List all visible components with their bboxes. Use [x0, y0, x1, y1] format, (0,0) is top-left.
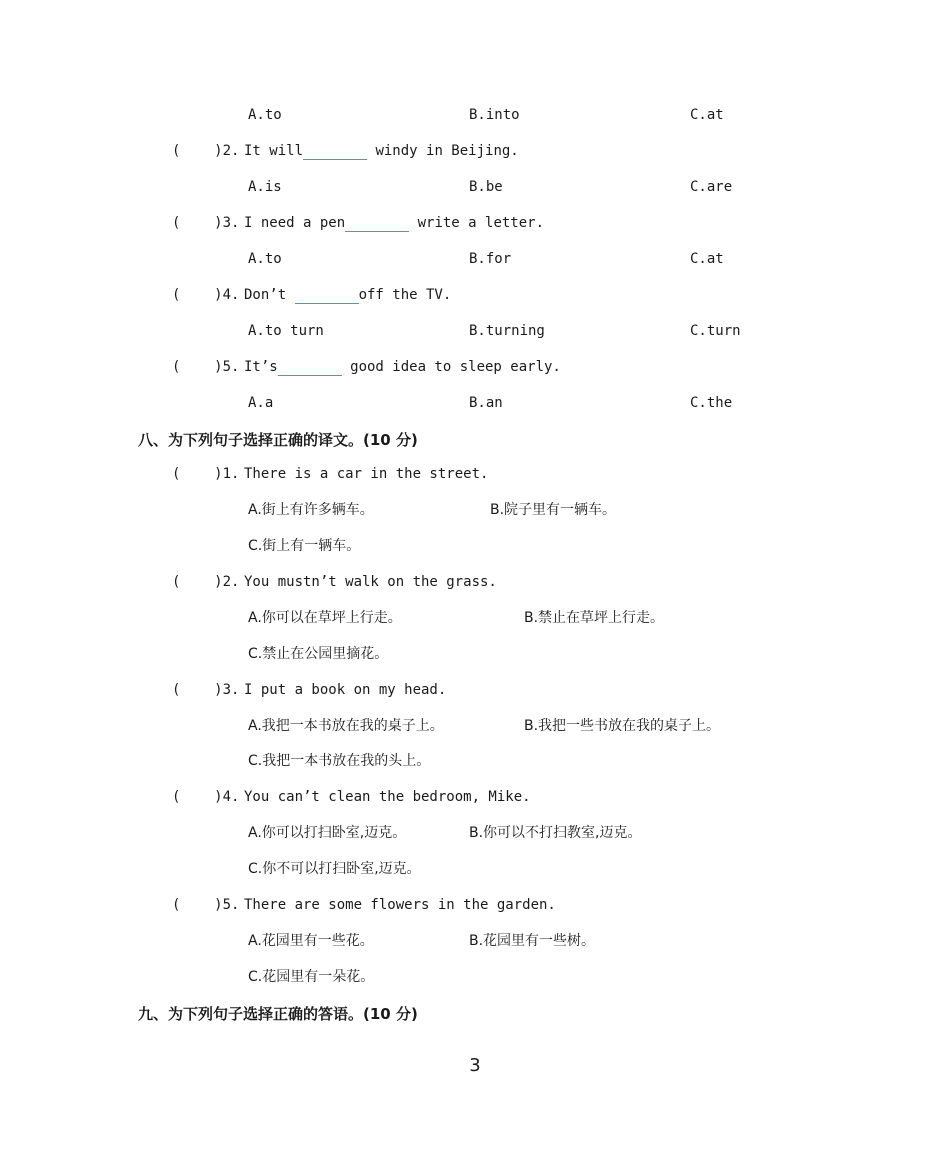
answer-paren: ( )3. [172, 682, 240, 698]
option-c: C.the [690, 395, 733, 411]
question-text: You can’t clean the bedroom, Mike. [244, 789, 531, 805]
option-a: A.你可以打扫卧室,迈克。 [248, 825, 407, 841]
answer-paren: ( )5. [172, 359, 240, 375]
question-text [244, 142, 519, 160]
option-c: C.你不可以打扫卧室,迈克。 [248, 861, 421, 877]
option-b: B.be [469, 179, 503, 195]
option-b: B.院子里有一辆车。 [490, 502, 617, 518]
option-b: B.into [469, 107, 520, 123]
answer-paren: ( )2. [172, 143, 240, 159]
option-b: B.我把一些书放在我的桌子上。 [524, 718, 721, 734]
page-number: 3 [469, 1055, 481, 1076]
option-c: C.我把一本书放在我的头上。 [248, 753, 431, 769]
option-c: C.at [690, 107, 724, 123]
answer-blank [345, 217, 409, 232]
option-a: A.花园里有一些花。 [248, 933, 374, 949]
option-c: C.are [690, 179, 733, 195]
option-c: C.at [690, 251, 724, 267]
section-9-heading: 九、为下列句子选择正确的答语。(10 分) [138, 1005, 418, 1023]
option-a: A.is [248, 179, 282, 195]
option-a: A.to [248, 251, 282, 267]
option-a: A.to [248, 107, 282, 123]
answer-blank [295, 289, 359, 304]
option-c: C.花园里有一朵花。 [248, 969, 375, 985]
option-b: B.for [469, 251, 512, 267]
answer-paren: ( )4. [172, 287, 240, 303]
question-text-post: windy in Beijing. [367, 143, 519, 159]
option-b: B.an [469, 395, 503, 411]
question-text: There is a car in the street. [244, 466, 489, 482]
option-a: A.a [248, 395, 274, 411]
option-b: B.你可以不打扫教室,迈克。 [469, 825, 642, 841]
option-a: A.你可以在草坪上行走。 [248, 610, 402, 626]
section-8-heading: 八、为下列句子选择正确的译文。(10 分) [138, 431, 418, 449]
option-b: B.禁止在草坪上行走。 [524, 610, 665, 626]
question-text-pre: It’s [244, 359, 278, 375]
question-text-post: write a letter. [409, 215, 545, 231]
answer-paren: ( )5. [172, 897, 240, 913]
option-c: C.turn [690, 323, 741, 339]
option-a: A.我把一本书放在我的桌子上。 [248, 718, 444, 734]
answer-paren: ( )4. [172, 789, 240, 805]
option-c: C.街上有一辆车。 [248, 538, 361, 554]
answer-blank [278, 361, 342, 376]
question-text-pre: It will [244, 143, 304, 159]
option-b: B.花园里有一些树。 [469, 933, 596, 949]
question-text: You mustn’t walk on the grass. [244, 574, 497, 590]
question-text [244, 358, 561, 376]
answer-paren: ( )3. [172, 215, 240, 231]
question-text-post: good idea to sleep early. [341, 359, 561, 375]
question-text-pre: I need a pen [244, 215, 346, 231]
question-text-post: off the TV. [358, 287, 452, 303]
option-a: A.to turn [248, 323, 324, 339]
option-c: C.禁止在公园里摘花。 [248, 646, 389, 662]
answer-paren: ( )2. [172, 574, 240, 590]
option-b: B.turning [469, 323, 545, 339]
option-a: A.街上有许多辆车。 [248, 502, 374, 518]
answer-paren: ( )1. [172, 466, 240, 482]
question-text: There are some flowers in the garden. [244, 897, 556, 913]
question-text-pre: Don’t [244, 287, 295, 303]
question-text: I put a book on my head. [244, 682, 447, 698]
question-text [244, 286, 451, 304]
answer-blank [303, 145, 367, 160]
question-text [244, 214, 544, 232]
